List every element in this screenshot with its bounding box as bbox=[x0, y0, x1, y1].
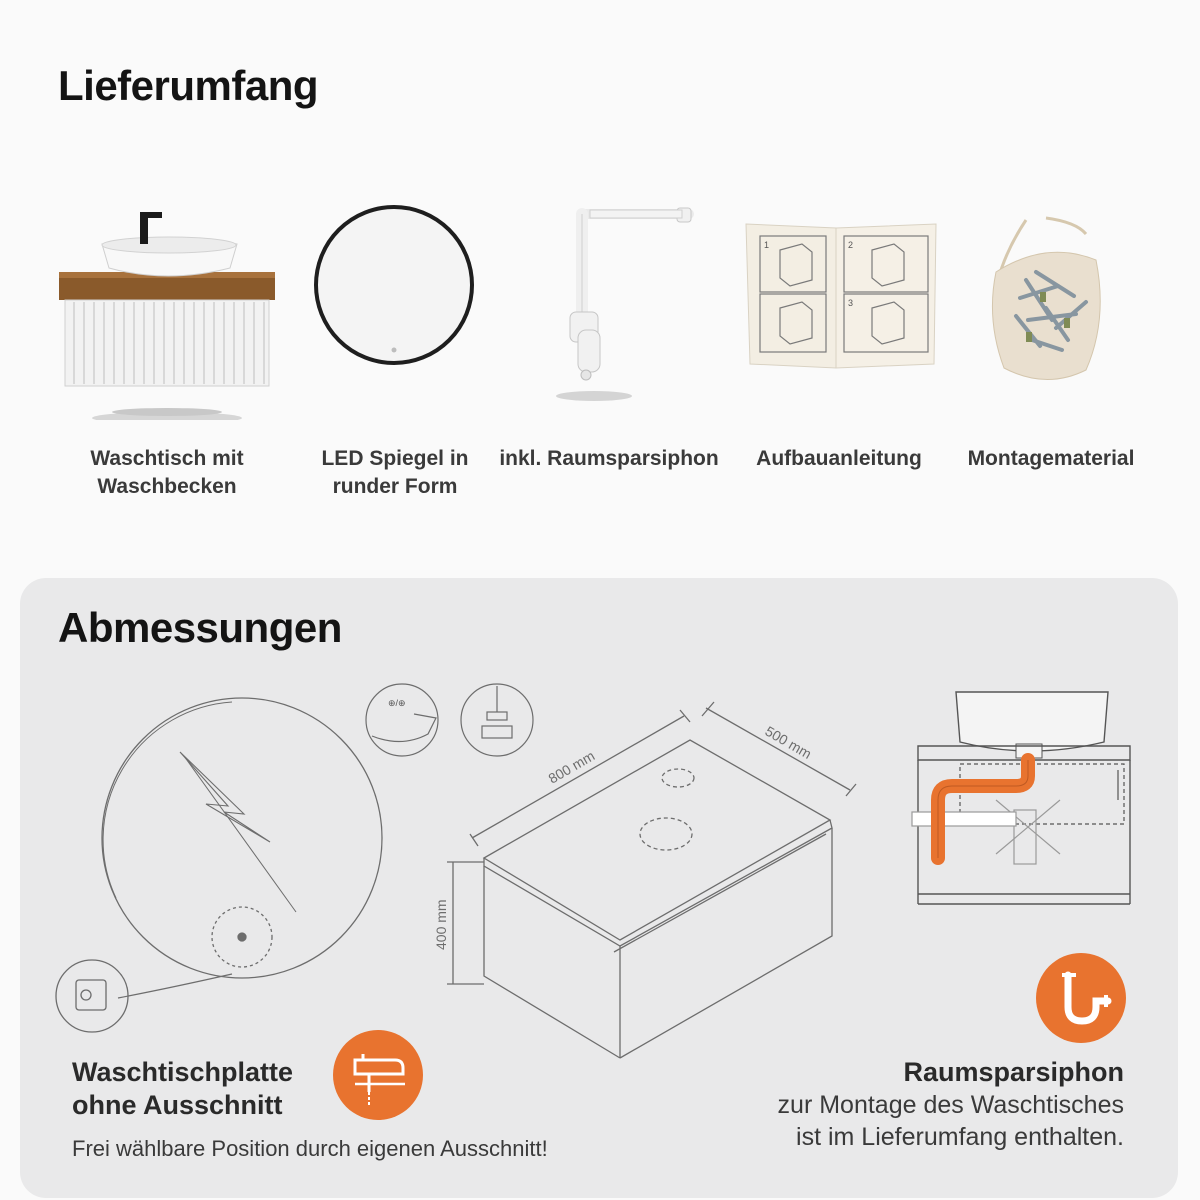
item-caption: Aufbauanleitung bbox=[756, 447, 922, 470]
note-siphon bbox=[778, 1056, 1124, 1153]
plug-icon bbox=[461, 684, 533, 756]
siphon-badge bbox=[1036, 953, 1126, 1043]
mirror-drawing bbox=[56, 698, 382, 1032]
note-countertop bbox=[72, 1056, 548, 1162]
note-siphon-line-2: ist im Lieferumfang enthalten. bbox=[796, 1123, 1124, 1151]
item-caption: Montagematerial bbox=[967, 447, 1135, 470]
dimension-height-label: 400 mm bbox=[433, 899, 449, 950]
item-caption: Waschtisch mit Waschbecken bbox=[90, 447, 244, 498]
item-caption: LED Spiegel in runder Form bbox=[321, 447, 469, 498]
touch-icon bbox=[366, 684, 438, 756]
siphon-diagram bbox=[912, 692, 1130, 904]
dimension-width-label: 800 mm bbox=[545, 747, 598, 787]
siphon-icon bbox=[1036, 953, 1126, 1043]
dimension-depth-label: 500 mm bbox=[762, 722, 815, 762]
note-siphon-line-1: zur Montage des Waschtisches bbox=[777, 1091, 1124, 1119]
note-countertop-title: Waschtischplatte ohne Ausschnitt bbox=[72, 1057, 294, 1120]
note-countertop-subtitle: Frei wählbare Position durch eigenen Ausschnitt! bbox=[72, 1136, 548, 1161]
section-title-abmessungen: Abmessungen bbox=[58, 604, 342, 651]
svg-text:⊕/⊕: ⊕/⊕ bbox=[388, 698, 406, 708]
item-caption: inkl. Raumsparsiphon bbox=[499, 447, 719, 470]
cabinet-drawing bbox=[447, 702, 856, 1058]
note-siphon-title: Raumsparsiphon bbox=[903, 1057, 1124, 1087]
svg-text:3: 3 bbox=[848, 298, 854, 308]
svg-text:1: 1 bbox=[764, 240, 770, 250]
section-title-lieferumfang: Lieferumfang bbox=[58, 62, 319, 109]
svg-text:2: 2 bbox=[848, 240, 854, 250]
